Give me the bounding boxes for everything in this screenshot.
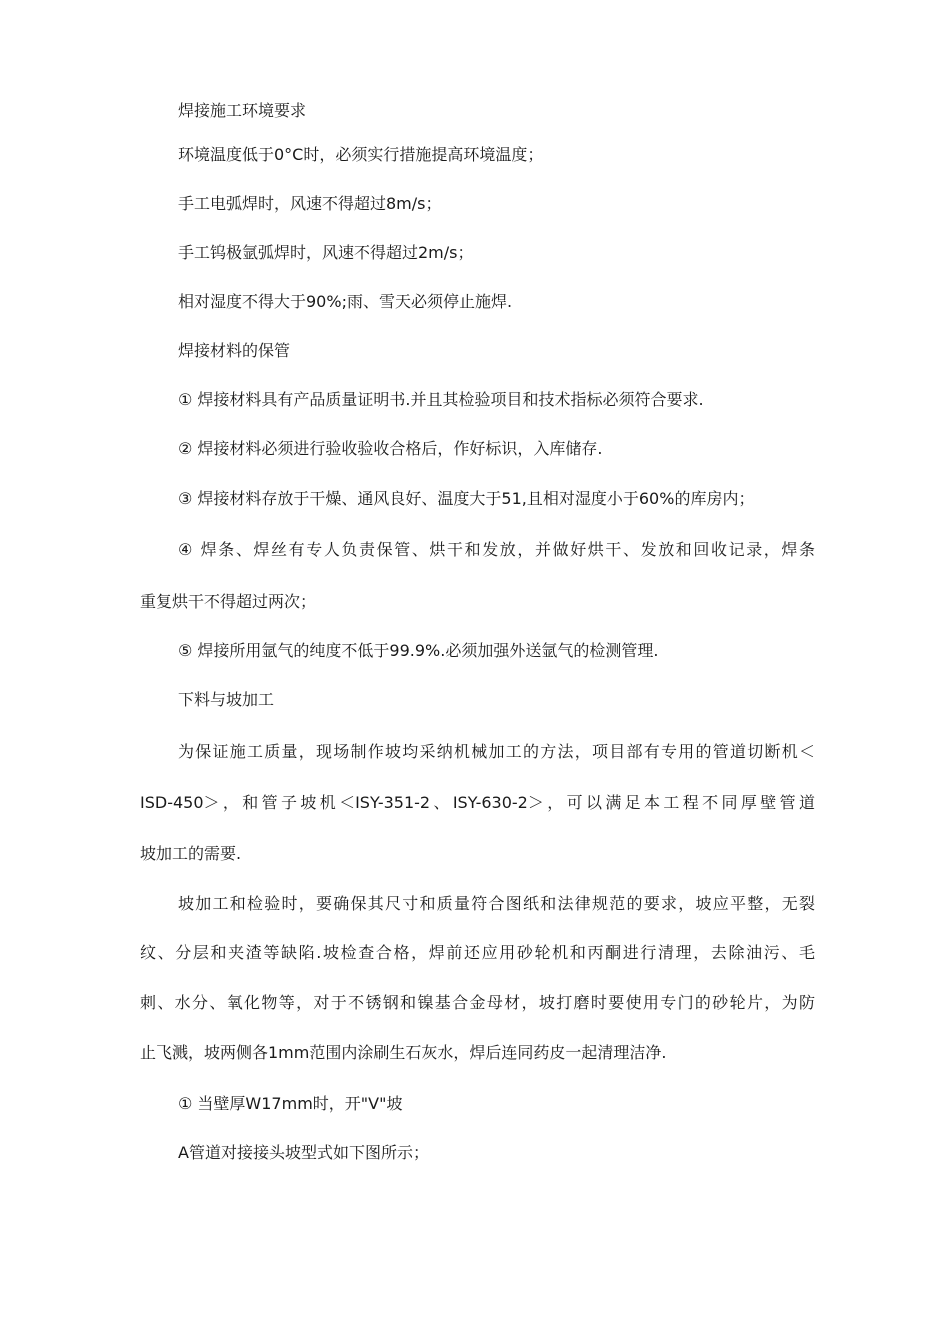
text-line: 重复烘干不得超过两次； [140, 592, 317, 611]
text-line: 刺、水分、氧化物等，对于不锈钢和镍基合金母材，坡打磨时要使用专门的砂轮片，为防 [140, 993, 815, 1012]
text-line: 手工钨极氩弧焊时，风速不得超过2m/s； [178, 243, 474, 262]
list-item: ① 焊接材料具有产品质量证明书.并且其检验项目和技术指标必须符合要求. [178, 390, 704, 409]
heading-welding-environment: 焊接施工环境要求 [178, 101, 307, 120]
heading-cutting-beveling: 下料与坡加工 [178, 690, 275, 709]
text-line: 相对湿度不得大于90%;雨、雪天必须停止施焊. [178, 292, 513, 311]
text-line: 坡加工的需要. [140, 844, 242, 863]
text-line: 止飞溅，坡两侧各1mm范围内涂刷生石灰水，焊后连同药皮一起清理洁净. [140, 1043, 667, 1062]
list-item: ⑤ 焊接所用氩气的纯度不低于99.9%.必须加强外送氩气的检测管理. [178, 641, 659, 660]
text-line: 坡加工和检验时，要确保其尺寸和质量符合图纸和法律规范的要求，坡应平整，无裂 [178, 894, 815, 913]
list-item: ③ 焊接材料存放于干燥、通风良好、温度大于51,且相对湿度小于60%的库房内； [178, 489, 755, 508]
list-item: ④ 焊条、焊丝有专人负责保管、烘干和发放，并做好烘干、发放和回收记录，焊条 [178, 540, 815, 559]
text-line: 手工电弧焊时，风速不得超过8m/s； [178, 194, 442, 213]
text-line: ISD-450＞，和管子坡机＜ISY-351-2、ISY-630-2＞，可以满足本工程不同厚壁管道 [140, 793, 815, 812]
text-line: A管道对接接头坡型式如下图所示； [178, 1143, 429, 1162]
list-item: ② 焊接材料必须进行验收验收合格后，作好标识，入库储存. [178, 439, 603, 458]
text-line: 环境温度低于0°C时，必须实行措施提高环境温度； [178, 145, 544, 164]
list-item: ① 当壁厚W17mm时，开"V"坡 [178, 1094, 403, 1113]
text-line: 纹、分层和夹渣等缺陷.坡检查合格，焊前还应用砂轮机和丙酮进行清理，去除油污、毛 [140, 943, 815, 962]
heading-material-storage: 焊接材料的保管 [178, 341, 291, 360]
text-line: 为保证施工质量，现场制作坡均采纳机械加工的方法，项目部有专用的管道切断机＜ [178, 742, 815, 761]
